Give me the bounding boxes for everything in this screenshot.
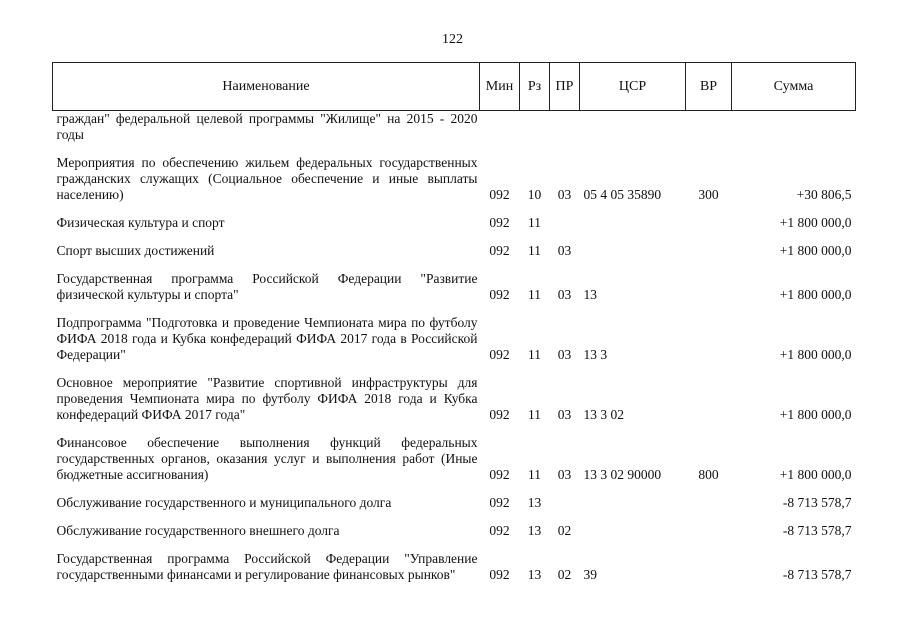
row-min: 092 — [489, 567, 510, 582]
header-pr: ПР — [550, 63, 580, 111]
row-csr: 13 3 — [583, 347, 608, 362]
row-pr: 03 — [557, 287, 572, 302]
row-pr: 03 — [557, 467, 572, 482]
table-row — [53, 143, 856, 203]
row-csr — [580, 231, 686, 259]
row-sum: +1 800 000,0 — [779, 215, 852, 230]
row-name: Основное мероприятие "Развитие спортивной инфраструктуры для проведения Чемпионата мира по футболу ФИФА 2018 года и Кубка конфедераций ФИФА 2017 года" — [56, 375, 478, 422]
row-pr — [550, 111, 580, 144]
row-name: Финансовое обеспечение выполнения функций федеральных государственных органов, оказания услуг и выполнения работ (Иные бюджетные ассигнования) — [56, 435, 478, 482]
row-rz: 13 — [527, 495, 542, 510]
row-rz: 11 — [528, 467, 541, 482]
row-rz — [520, 111, 550, 144]
row-min — [480, 111, 520, 144]
row-vr — [686, 303, 732, 363]
row-csr: 39 — [583, 567, 597, 582]
row-vr — [686, 483, 732, 511]
row-rz: 11 — [528, 287, 541, 302]
row-min: 092 — [489, 407, 510, 422]
row-sum: -8 713 578,7 — [782, 495, 852, 510]
row-vr: 800 — [698, 467, 719, 482]
row-csr — [580, 511, 686, 539]
row-sum: +1 800 000,0 — [779, 287, 852, 302]
row-rz: 11 — [528, 407, 541, 422]
table-row — [53, 423, 856, 483]
row-csr: 13 3 02 90000 — [583, 467, 662, 482]
header-name: Наименование — [53, 63, 480, 111]
table-row — [53, 111, 856, 144]
row-name: Подпрограмма "Подготовка и проведение Чемпионата мира по футболу ФИФА 2018 года и Кубка конфедераций ФИФА 2017 года в Российской Федерации" — [56, 315, 478, 362]
row-csr: 05 4 05 35890 — [583, 187, 662, 202]
row-csr: 13 3 02 — [583, 407, 624, 422]
row-pr — [550, 483, 580, 511]
header-rz: Рз — [520, 63, 550, 111]
row-csr — [580, 203, 686, 231]
header-vr: ВР — [686, 63, 732, 111]
row-min: 092 — [489, 467, 510, 482]
row-pr: 03 — [557, 347, 572, 362]
row-name: Государственная программа Российской Федерации "Развитие физической культуры и спорта" — [56, 271, 478, 302]
row-pr: 03 — [557, 243, 572, 258]
row-vr — [686, 539, 732, 583]
row-min: 092 — [489, 187, 510, 202]
row-rz: 10 — [527, 187, 542, 202]
row-name: Обслуживание государственного и муниципального долга — [56, 495, 392, 510]
table-row — [53, 483, 856, 511]
row-name: Обслуживание государственного внешнего долга — [56, 523, 340, 538]
row-sum: +30 806,5 — [796, 187, 852, 202]
table-row — [53, 363, 856, 423]
row-pr: 02 — [557, 567, 572, 582]
table-header-row — [53, 63, 856, 111]
row-sum: +1 800 000,0 — [779, 347, 852, 362]
row-pr: 03 — [557, 407, 572, 422]
row-csr — [580, 483, 686, 511]
header-sum: Сумма — [732, 63, 856, 111]
row-rz: 11 — [528, 215, 541, 230]
row-vr — [686, 203, 732, 231]
row-sum: +1 800 000,0 — [779, 467, 852, 482]
row-vr: 300 — [698, 187, 719, 202]
row-min: 092 — [489, 215, 510, 230]
row-vr — [686, 363, 732, 423]
page-number: 122 — [442, 32, 463, 47]
row-vr — [686, 259, 732, 303]
row-min: 092 — [489, 495, 510, 510]
row-min: 092 — [489, 523, 510, 538]
row-name: граждан" федеральной целевой программы "Жилище" на 2015 - 2020 годы — [56, 111, 478, 142]
row-name: Мероприятия по обеспечению жильем федеральных государственных гражданских служащих (Социальное обеспечение и иные выплаты населению) — [56, 155, 478, 202]
row-rz: 11 — [528, 243, 541, 258]
table-row — [53, 539, 856, 583]
row-sum: -8 713 578,7 — [782, 523, 852, 538]
row-min: 092 — [489, 243, 510, 258]
row-rz: 11 — [528, 347, 541, 362]
row-pr: 03 — [557, 187, 572, 202]
row-vr — [686, 111, 732, 144]
budget-table — [52, 62, 856, 583]
row-rz: 13 — [527, 523, 542, 538]
table-row — [53, 511, 856, 539]
row-name: Спорт высших достижений — [56, 243, 215, 258]
row-csr: 13 — [583, 287, 597, 302]
table-row — [53, 203, 856, 231]
row-sum: +1 800 000,0 — [779, 243, 852, 258]
row-vr — [686, 231, 732, 259]
row-name: Государственная программа Российской Федерации "Управление государственными финансами и регулирование финансовых рынков" — [56, 551, 478, 582]
row-sum: +1 800 000,0 — [779, 407, 852, 422]
header-min: Мин — [480, 63, 520, 111]
row-vr — [686, 511, 732, 539]
row-name: Физическая культура и спорт — [56, 215, 225, 230]
row-sum: -8 713 578,7 — [782, 567, 852, 582]
row-min: 092 — [489, 287, 510, 302]
row-min: 092 — [489, 347, 510, 362]
table-row — [53, 259, 856, 303]
row-csr — [580, 111, 686, 144]
row-sum — [732, 111, 856, 144]
row-rz: 13 — [527, 567, 542, 582]
table-row — [53, 303, 856, 363]
table-row — [53, 231, 856, 259]
header-csr: ЦСР — [580, 63, 686, 111]
row-pr: 02 — [557, 523, 572, 538]
row-pr — [550, 203, 580, 231]
